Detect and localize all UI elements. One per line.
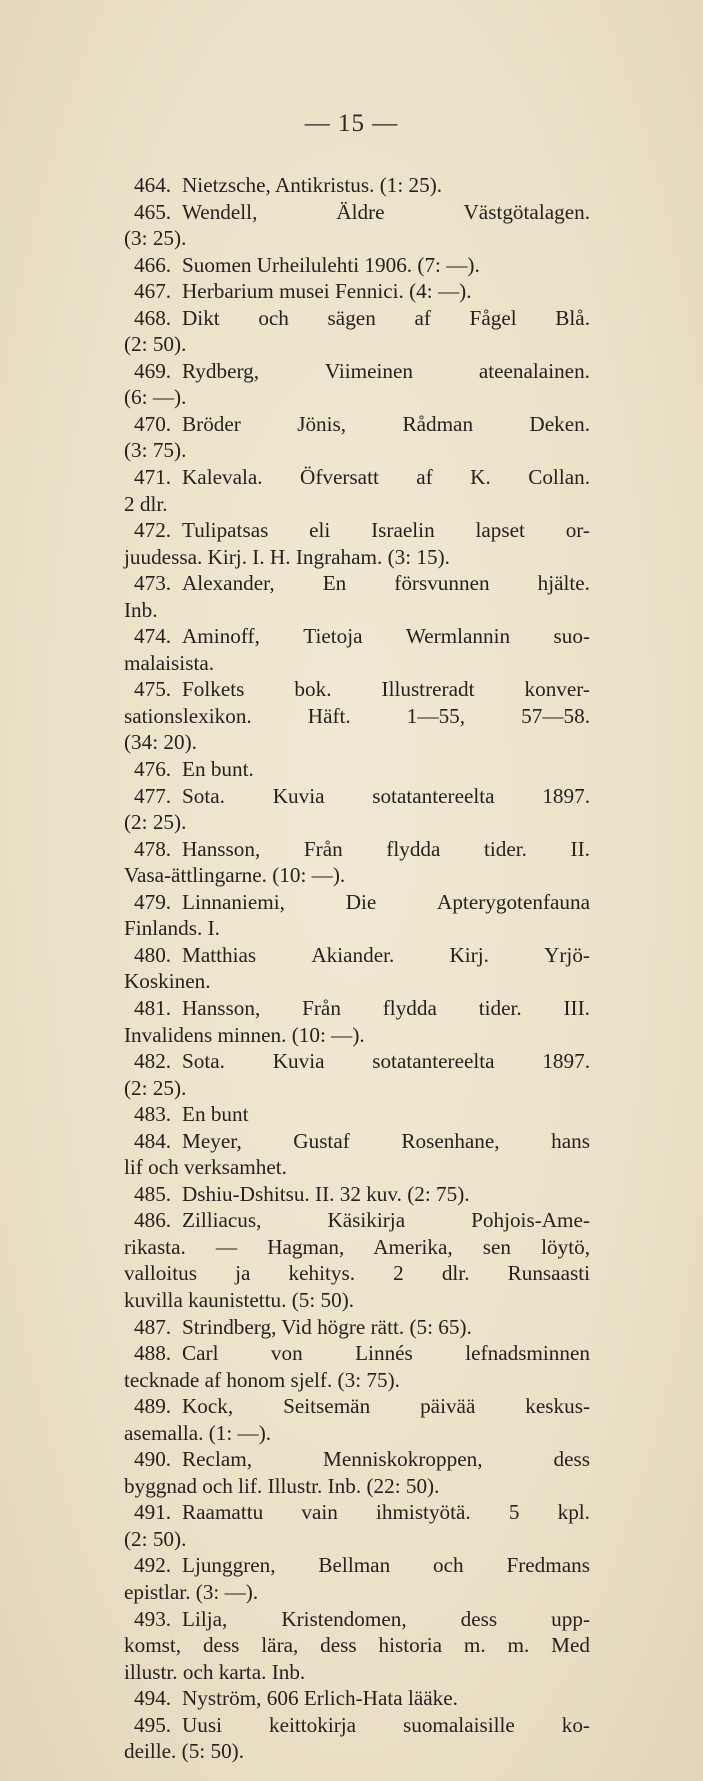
- entry-number: 472.: [134, 518, 172, 543]
- catalog-entry: [124, 995, 590, 1048]
- entry-first-line: [124, 252, 590, 279]
- entry-number: 469.: [134, 358, 172, 383]
- entry-first-line: [124, 676, 590, 703]
- entry-continuation-line: (3: 75).: [124, 438, 187, 463]
- catalog-entry: [124, 1207, 590, 1313]
- catalog-entry: [124, 836, 590, 889]
- entry-number: 473.: [134, 571, 172, 596]
- catalog-entry: [124, 1685, 590, 1712]
- entry-text: Sota. Kuvia sotatantereelta 1897.: [182, 1049, 590, 1074]
- entry-first-line: [124, 1499, 590, 1526]
- entry-first-line: [124, 836, 590, 863]
- entry-continuation-line: epistlar. (3: —).: [124, 1579, 259, 1604]
- entry-text: Reclam, Menniskokroppen, dess: [182, 1447, 590, 1472]
- entry-continuation-line: malaisista.: [124, 650, 215, 675]
- entry-continuation-line: (2: 25).: [124, 1075, 187, 1100]
- catalog-entry: [124, 1446, 590, 1499]
- entry-number: 492.: [134, 1553, 172, 1578]
- entry-number: 470.: [134, 411, 172, 436]
- entry-first-line: [124, 1606, 590, 1633]
- entry-first-line: [124, 1207, 590, 1234]
- entry-first-line: [124, 1101, 590, 1128]
- catalog-entry: [124, 1606, 590, 1686]
- entry-text: Dikt och sägen af Fågel Blå.: [182, 305, 590, 330]
- entry-continuation-line: tecknade af honom sjelf. (3: 75).: [124, 1367, 400, 1392]
- catalog-entry: [124, 676, 590, 756]
- entry-continuation-line: deille. (5: 50).: [124, 1739, 245, 1764]
- entry-number: 476.: [134, 757, 172, 782]
- entry-text: Meyer, Gustaf Rosenhane, hans: [182, 1128, 590, 1153]
- entry-first-line: [124, 995, 590, 1022]
- catalog-entry: [124, 1340, 590, 1393]
- entry-first-line: [124, 1685, 590, 1712]
- entry-first-line: [124, 1393, 590, 1420]
- entry-number: 474.: [134, 624, 172, 649]
- entry-continuation-line: juudessa. Kirj. I. H. Ingraham. (3: 15).: [124, 544, 450, 569]
- entry-text: Bröder Jönis, Rådman Deken.: [182, 411, 590, 436]
- entry-text: Strindberg, Vid högre rätt. (5: 65).: [182, 1314, 472, 1339]
- entry-continuation-line: komst, dess lära, dess historia m. m. Med: [124, 1633, 590, 1658]
- entry-number: 485.: [134, 1181, 172, 1206]
- entry-first-line: [124, 889, 590, 916]
- entry-continuation-line: Koskinen.: [124, 969, 211, 994]
- entry-continuation-line: valloitus ja kehitys. 2 dlr. Runsaasti: [124, 1261, 590, 1286]
- entry-number: 465.: [134, 199, 172, 224]
- entry-text: Folkets bok. Illustreradt konver-: [182, 677, 590, 702]
- entry-text: Kalevala. Öfversatt af K. Collan.: [182, 465, 590, 490]
- catalog-entry: [124, 1552, 590, 1605]
- entry-first-line: [124, 783, 590, 810]
- entry-continuation-line: kuvilla kaunistettu. (5: 50).: [124, 1287, 355, 1312]
- entry-number: 494.: [134, 1686, 172, 1711]
- entry-text: Alexander, En försvunnen hjälte.: [182, 571, 590, 596]
- catalog-entry: [124, 199, 590, 252]
- catalog-entry: [124, 1393, 590, 1446]
- entry-first-line: [124, 358, 590, 385]
- entry-number: 489.: [134, 1394, 172, 1419]
- entry-text: Aminoff, Tietoja Wermlannin suo-: [182, 624, 590, 649]
- entry-text: Hansson, Från flydda tider. III.: [182, 995, 590, 1020]
- entry-number: 481.: [134, 995, 172, 1020]
- entry-first-line: [124, 942, 590, 969]
- entry-first-line: [124, 411, 590, 438]
- entry-text: Raamattu vain ihmistyötä. 5 kpl.: [182, 1500, 590, 1525]
- entry-continuation-line: (6: —).: [124, 385, 187, 410]
- entry-first-line: [124, 1314, 590, 1341]
- entry-text: Wendell, Äldre Västgötalagen.: [182, 199, 590, 224]
- catalog-entry: [124, 623, 590, 676]
- entry-first-line: [124, 1181, 590, 1208]
- catalog-entry: [124, 1181, 590, 1208]
- entry-number: 482.: [134, 1049, 172, 1074]
- entry-text: En bunt: [182, 1102, 249, 1127]
- entry-continuation-line: (2: 50).: [124, 1526, 187, 1551]
- entry-number: 471.: [134, 465, 172, 490]
- entry-first-line: [124, 756, 590, 783]
- entry-text: Kock, Seitsemän päivää keskus-: [182, 1394, 590, 1419]
- entry-text: Carl von Linnés lefnadsminnen: [182, 1341, 590, 1366]
- page-number: — 15 —: [304, 110, 399, 137]
- entry-text: Ljunggren, Bellman och Fredmans: [182, 1553, 590, 1578]
- entry-number: 467.: [134, 279, 172, 304]
- catalog-entry: [124, 942, 590, 995]
- entry-text: En bunt.: [182, 757, 254, 782]
- catalog-entry: [124, 464, 590, 517]
- catalog-entry: [124, 756, 590, 783]
- entry-first-line: [124, 305, 590, 332]
- entry-text: Suomen Urheilulehti 1906. (7: —).: [182, 252, 480, 277]
- catalog-entry: [124, 172, 590, 199]
- catalog-entry: [124, 1128, 590, 1181]
- entry-text: Herbarium musei Fennici. (4: —).: [182, 279, 472, 304]
- entry-continuation-line: (2: 25).: [124, 810, 187, 835]
- entry-continuation-line: sationslexikon. Häft. 1—55, 57—58.: [124, 703, 590, 728]
- entry-continuation-line: byggnad och lif. Illustr. Inb. (22: 50).: [124, 1473, 440, 1498]
- entry-text: Dshiu-Dshitsu. II. 32 kuv. (2: 75).: [182, 1181, 470, 1206]
- catalog-entry: [124, 783, 590, 836]
- entry-continuation-line: (3: 25).: [124, 226, 187, 251]
- entry-number: 478.: [134, 836, 172, 861]
- entry-text: Linnaniemi, Die Apterygotenfauna: [182, 889, 590, 914]
- entry-number: 475.: [134, 677, 172, 702]
- entry-continuation-line: lif och verksamhet.: [124, 1155, 287, 1180]
- entry-first-line: [124, 172, 590, 199]
- entry-text: Matthias Akiander. Kirj. Yrjö-: [182, 942, 590, 967]
- entry-first-line: [124, 464, 590, 491]
- entry-number: 490.: [134, 1447, 172, 1472]
- entry-number: 486.: [134, 1208, 172, 1233]
- entry-text: Uusi keittokirja suomalaisille ko-: [182, 1712, 590, 1737]
- entry-continuation-line: Invalidens minnen. (10: —).: [124, 1022, 365, 1047]
- catalog-entry: [124, 570, 590, 623]
- catalog-entry: [124, 1499, 590, 1552]
- catalog-entry: [124, 889, 590, 942]
- catalog-entry: [124, 1314, 590, 1341]
- entry-text: Sota. Kuvia sotatantereelta 1897.: [182, 783, 590, 808]
- entry-number: 466.: [134, 252, 172, 277]
- entry-first-line: [124, 278, 590, 305]
- entry-number: 479.: [134, 889, 172, 914]
- entry-list: [124, 172, 590, 1765]
- catalog-entry: [124, 358, 590, 411]
- entry-number: 483.: [134, 1102, 172, 1127]
- catalog-entry: [124, 252, 590, 279]
- catalog-entry: [124, 1048, 590, 1101]
- entry-text: Nietzsche, Antikristus. (1: 25).: [182, 173, 443, 197]
- entry-first-line: [124, 1552, 590, 1579]
- entry-first-line: [124, 199, 590, 226]
- entry-first-line: [124, 1340, 590, 1367]
- entry-first-line: [124, 1128, 590, 1155]
- catalog-entry: [124, 305, 590, 358]
- catalog-entry: [124, 411, 590, 464]
- entry-number: 468.: [134, 305, 172, 330]
- catalog-entry: [124, 1101, 590, 1128]
- entry-continuation-line: 2 dlr.: [124, 491, 168, 516]
- entry-first-line: [124, 1048, 590, 1075]
- entry-first-line: [124, 570, 590, 597]
- entry-text: Tulipatsas eli Israelin lapset or-: [182, 518, 590, 543]
- entry-first-line: [124, 517, 590, 544]
- entry-continuation-line: rikasta. — Hagman, Amerika, sen löytö,: [124, 1234, 590, 1259]
- entry-continuation-line: Finlands. I.: [124, 916, 220, 941]
- entry-number: 484.: [134, 1128, 172, 1153]
- entry-number: 480.: [134, 942, 172, 967]
- entry-text: Zilliacus, Käsikirja Pohjois-Ame-: [182, 1208, 590, 1233]
- entry-continuation-line: Inb.: [124, 597, 158, 622]
- catalog-entry: [124, 278, 590, 305]
- entry-continuation-line: (2: 50).: [124, 332, 187, 357]
- entry-first-line: [124, 1712, 590, 1739]
- entry-text: Nyström, 606 Erlich-Hata lääke.: [182, 1686, 458, 1711]
- entry-first-line: [124, 623, 590, 650]
- entry-number: 487.: [134, 1314, 172, 1339]
- entry-number: 493.: [134, 1606, 172, 1631]
- entry-continuation-line: illustr. och karta. Inb.: [124, 1659, 306, 1684]
- entry-text: Lilja, Kristendomen, dess upp-: [182, 1606, 590, 1631]
- entry-text: Hansson, Från flydda tider. II.: [182, 836, 590, 861]
- entry-number: 477.: [134, 783, 172, 808]
- entry-number: 488.: [134, 1341, 172, 1366]
- entry-continuation-line: asemalla. (1: —).: [124, 1420, 272, 1445]
- entry-number: 464.: [134, 173, 172, 197]
- entry-continuation-line: (34: 20).: [124, 730, 197, 755]
- entry-continuation-line: Vasa-ättlingarne. (10: —).: [124, 863, 346, 888]
- catalog-entry: [124, 1712, 590, 1765]
- entry-number: 491.: [134, 1500, 172, 1525]
- entry-first-line: [124, 1446, 590, 1473]
- catalog-entry: [124, 517, 590, 570]
- entry-number: 495.: [134, 1712, 172, 1737]
- entry-text: Rydberg, Viimeinen ateenalainen.: [182, 358, 590, 383]
